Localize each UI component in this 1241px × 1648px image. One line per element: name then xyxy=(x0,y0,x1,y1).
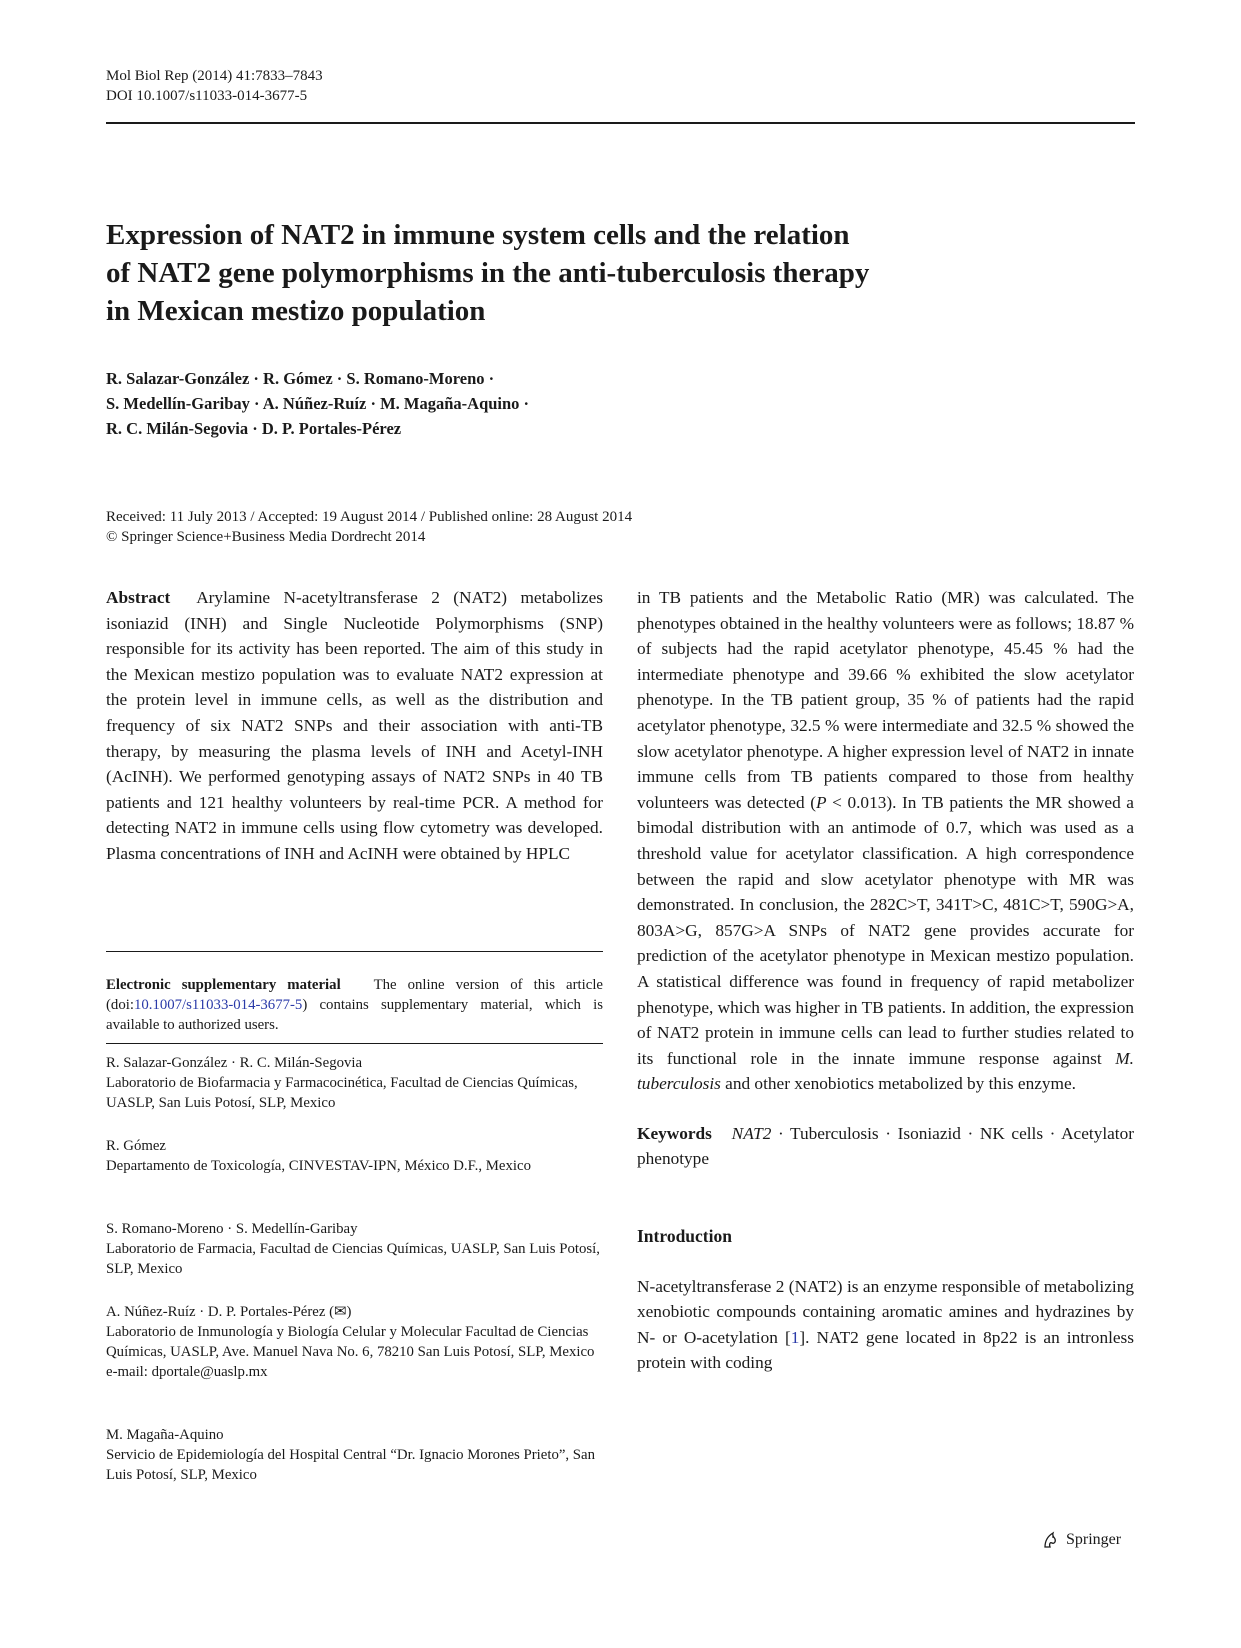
introduction-heading: Introduction xyxy=(637,1226,732,1247)
intro-text-a: N-acetyltransferase 2 (NAT2) is an enzyme responsible of metabolizing xenobiotic compounds containing aromatic amines and hydrazines by N- or O-acetylation [ xyxy=(637,1276,1134,1347)
esm-text-a: The online version of this article (doi: xyxy=(106,977,603,1013)
journal-header xyxy=(106,66,323,106)
publisher-name: Springer xyxy=(1066,1531,1122,1548)
affiliation-address: Laboratorio de Biofarmacia y Farmacocinética, Facultad de Ciencias Químicas, UASLP, San Luis Potosí, SLP, Mexico xyxy=(106,1075,578,1111)
abstract-right-column xyxy=(637,585,1134,1376)
keywords-heading: Keywords xyxy=(637,1123,712,1143)
esm-heading: Electronic supplementary material xyxy=(106,977,341,993)
header-rule xyxy=(106,122,1135,124)
intro-text-b: ]. NAT2 gene located in 8p22 is an intronless protein with coding xyxy=(637,1327,1135,1373)
title-line-1: Expression of NAT2 in immune system cells and the relation xyxy=(106,219,850,251)
abstract-text-right-a: in TB patients and the Metabolic Ratio (MR) was calculated. The phenotypes obtained in the healthy volunteers were as follows; 18.87 % of subjects had the rapid acetylator phenotype, 45.45 % had the intermediate phenotype and 39.66 % exhibited the slow acetylator phenotype. In the TB patient group, 35 % of patients had the rapid acetylator phenotype, 32.5 % were intermediate and 32.5 % showed the slow acetylator phenotype. A higher expression level of NAT2 in innate immune cells from TB patients compared to those from healthy volunteers was detected ( xyxy=(637,588,1134,812)
affiliation-address: Departamento de Toxicología, CINVESTAV-IPN, México D.F., Mexico xyxy=(106,1158,531,1174)
abstract-continuation xyxy=(637,585,1134,1097)
esm-text-b: ) contains supplementary material, which is available to authorized users. xyxy=(106,997,603,1033)
keywords-rest: · Tuberculosis · Isoniazid · NK cells · Acetylator phenotype xyxy=(637,1123,1134,1169)
abstract-left-column xyxy=(106,585,603,867)
affiliation-address: Laboratorio de Farmacia, Facultad de Ciencias Químicas, UASLP, San Luis Potosí, SLP, Mexico xyxy=(106,1241,600,1277)
esm-top-rule xyxy=(106,951,603,952)
keyword-first: NAT2 xyxy=(731,1123,772,1143)
affiliation-address: Servicio de Epidemiología del Hospital Central “Dr. Ignacio Morones Prieto”, San Luis Potosí, SLP, Mexico xyxy=(106,1447,596,1483)
abstract-text-left: Arylamine N-acetyltransferase 2 (NAT2) metabolizes isoniazid (INH) and Single Nucleotide Polymorphisms (SNP) responsible for its activity has been reported. The aim of this study in the Mexican mestizo population was to evaluate NAT2 expression at the protein level in immune cells, as well as the distribution and frequency of six NAT2 SNPs and their association with anti-TB therapy, by measuring the plasma levels of INH and Acetyl-INH (AcINH). We performed genotyping assays of NAT2 SNPs in 40 TB patients and 121 healthy volunteers by real-time PCR. A method for detecting NAT2 in immune cells using flow cytometry was developed. Plasma concentrations of INH and AcINH were obtained by HPLC xyxy=(106,588,603,863)
journal-citation: Mol Biol Rep (2014) 41:7833–7843 xyxy=(106,68,323,84)
organism-name: M. tuberculosis xyxy=(637,1048,1134,1094)
author-list xyxy=(106,366,1006,441)
affiliation-3 xyxy=(106,1219,603,1279)
p-value-symbol: P xyxy=(815,792,827,812)
affiliation-names: R. Salazar-González · R. C. Milán-Segovia xyxy=(106,1055,363,1071)
abstract-text-right-b: < 0.013). In TB patients the MR showed a bimodal distribution with an antimode of 0.7, which was used as a threshold value for acetylator classification. A high correspondence between the rapid and slow acetylator phenotype with MR was demonstrated. In conclusion, the 282C>T, 341T>C, 481C>T, 590G>A, 803A>G, 857G>A SNPs of NAT2 gene provides accurate for prediction of the acetylator phenotype in Mexican mestizo population. A statistical difference was found in frequency of rapid metabolizer phenotype, which was higher in TB patients. In addition, the expression of NAT2 protein in immune cells can lead to further studies related to its functional role in the innate immune response against xyxy=(637,792,1134,1068)
affiliation-2 xyxy=(106,1136,603,1176)
esm-doi-link[interactable]: 10.1007/s11033-014-3677-5 xyxy=(133,997,303,1013)
abstract-heading: Abstract xyxy=(106,588,171,607)
affiliation-names: R. Gómez xyxy=(106,1138,166,1154)
esm-note xyxy=(106,975,603,1035)
authors-line-1: R. Salazar-González · R. Gómez · S. Romano-Moreno · xyxy=(106,369,495,388)
abstract-paragraph xyxy=(106,585,603,867)
title-line-2: of NAT2 gene polymorphisms in the anti-tuberculosis therapy xyxy=(106,257,870,289)
citation-link[interactable]: 1 xyxy=(790,1327,800,1347)
publisher-footer xyxy=(1040,1530,1121,1550)
publication-dates xyxy=(106,507,632,547)
authors-line-2: S. Medellín-Garibay · A. Núñez-Ruíz · M. Magaña-Aquino · xyxy=(106,394,530,413)
affiliation-names: S. Romano-Moreno · S. Medellín-Garibay xyxy=(106,1221,358,1237)
keywords xyxy=(637,1121,1134,1172)
affiliation-address: Laboratorio de Inmunología y Biología Celular y Molecular Facultad de Ciencias Químicas, UASLP, Ave. Manuel Nava No. 6, 78210 San Luis Potosí, SLP, Mexico xyxy=(106,1324,595,1360)
affiliation-5 xyxy=(106,1425,603,1485)
affiliation-4 xyxy=(106,1302,603,1382)
affiliation-1 xyxy=(106,1053,603,1113)
affiliations-rule xyxy=(106,1043,603,1044)
paper-title xyxy=(106,216,1066,330)
dates-line: Received: 11 July 2013 / Accepted: 19 August 2014 / Published online: 28 August 2014 xyxy=(106,509,633,525)
abstract-text-right-c: and other xenobiotics metabolized by this enzyme. xyxy=(720,1074,1076,1094)
affiliation-names: M. Magaña-Aquino xyxy=(106,1427,224,1443)
title-line-3: in Mexican mestizo population xyxy=(106,295,486,327)
introduction-paragraph xyxy=(637,1274,1134,1376)
affiliation-names: A. Núñez-Ruíz · D. P. Portales-Pérez (✉) xyxy=(106,1304,352,1320)
springer-horse-icon xyxy=(1040,1530,1060,1550)
corresponding-email[interactable]: e-mail: dportale@uaslp.mx xyxy=(106,1364,268,1380)
copyright-line: © Springer Science+Business Media Dordrecht 2014 xyxy=(106,529,426,545)
authors-line-3: R. C. Milán-Segovia · D. P. Portales-Pérez xyxy=(106,419,402,438)
journal-doi: DOI 10.1007/s11033-014-3677-5 xyxy=(106,88,308,104)
